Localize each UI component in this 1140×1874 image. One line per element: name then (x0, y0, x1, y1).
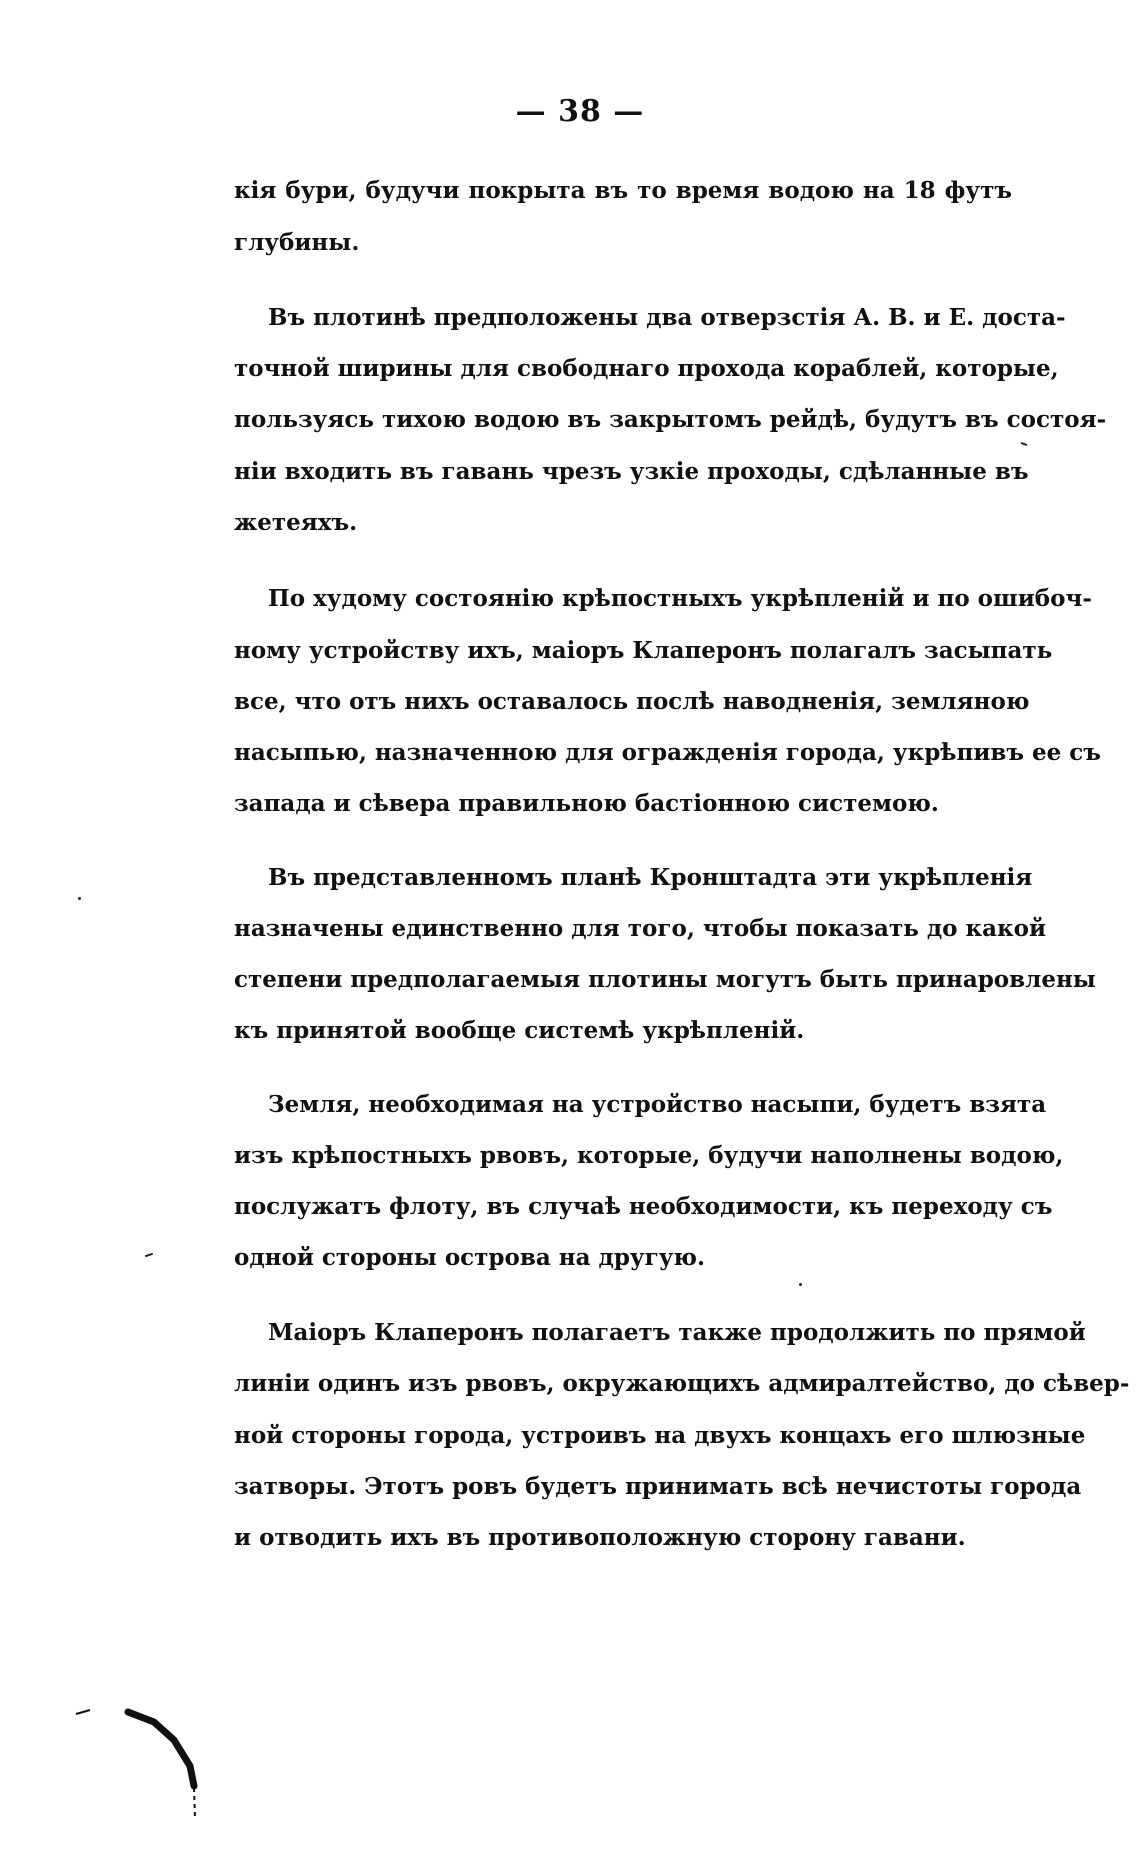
text-line: ніи входить въ гавань чрезъ узкіе проходы, сдѣланные въ (234, 458, 1029, 485)
scan-speck (78, 897, 81, 900)
text-line: къ принятой вообще системѣ укрѣпленій. (234, 1017, 805, 1044)
text-line: ному устройству ихъ, маіоръ Клаперонъ полагалъ засыпать (234, 637, 1053, 664)
text-line: кія бури, будучи покрыта въ то время водою на 18 футъ (234, 177, 1012, 204)
text-line: запада и сѣвера правильною бастіонною системою. (234, 790, 939, 817)
text-line: По худому состоянію крѣпостныхъ укрѣпленій и по ошибоч- (268, 585, 1092, 612)
scan-speck (799, 1283, 802, 1286)
text-line: Маіоръ Клаперонъ полагаетъ также продолжить по прямой (268, 1319, 1086, 1346)
scan-smudge-tick (76, 1710, 90, 1714)
text-line: Въ плотинѣ предположены два отверзстія А. В. и Е. доста- (268, 304, 1066, 331)
text-line: ной стороны города, устроивъ на двухъ концахъ его шлюзные (234, 1422, 1086, 1449)
text-line: степени предполагаемыя плотины могутъ быть принаровлены (234, 966, 1096, 993)
text-line: Земля, необходимая на устройство насыпи, будетъ взята (268, 1091, 1047, 1118)
text-line: пользуясь тихою водою въ закрытомъ рейдѣ, будутъ въ состоя- (234, 406, 1107, 433)
text-line: назначены единственно для того, чтобы показать до какой (234, 915, 1047, 942)
text-line: насыпью, назначенною для огражденія города, укрѣпивъ ее съ (234, 739, 1101, 766)
text-line: жетеяхъ. (234, 509, 358, 536)
text-line: глубины. (234, 229, 360, 256)
scan-speck (1021, 442, 1027, 446)
text-line: линіи одинъ изъ рвовъ, окружающихъ адмиралтейство, до сѣвер- (234, 1370, 1130, 1397)
scan-speck (145, 1253, 153, 1258)
text-line: все, что отъ нихъ оставалось послѣ наводненія, земляною (234, 688, 1030, 715)
scan-smudge (70, 1700, 210, 1820)
text-line: точной ширины для свободнаго прохода кораблей, которые, (234, 355, 1059, 382)
text-line: изъ крѣпостныхъ рвовъ, которые, будучи наполнены водою, (234, 1142, 1064, 1169)
text-line: и отводить ихъ въ противоположную сторону гавани. (234, 1524, 966, 1551)
text-line: послужатъ флоту, въ случаѣ необходимости, къ переходу съ (234, 1193, 1053, 1220)
scan-smudge-tail (194, 1788, 195, 1818)
text-line: одной стороны острова на другую. (234, 1244, 706, 1271)
page-number: — 38 — (515, 94, 645, 129)
text-line: затворы. Этотъ ровъ будетъ принимать всѣ нечистоты города (234, 1473, 1082, 1500)
scan-smudge-stroke (128, 1712, 194, 1786)
text-line: Въ представленномъ планѣ Кронштадта эти укрѣпленія (268, 864, 1033, 891)
